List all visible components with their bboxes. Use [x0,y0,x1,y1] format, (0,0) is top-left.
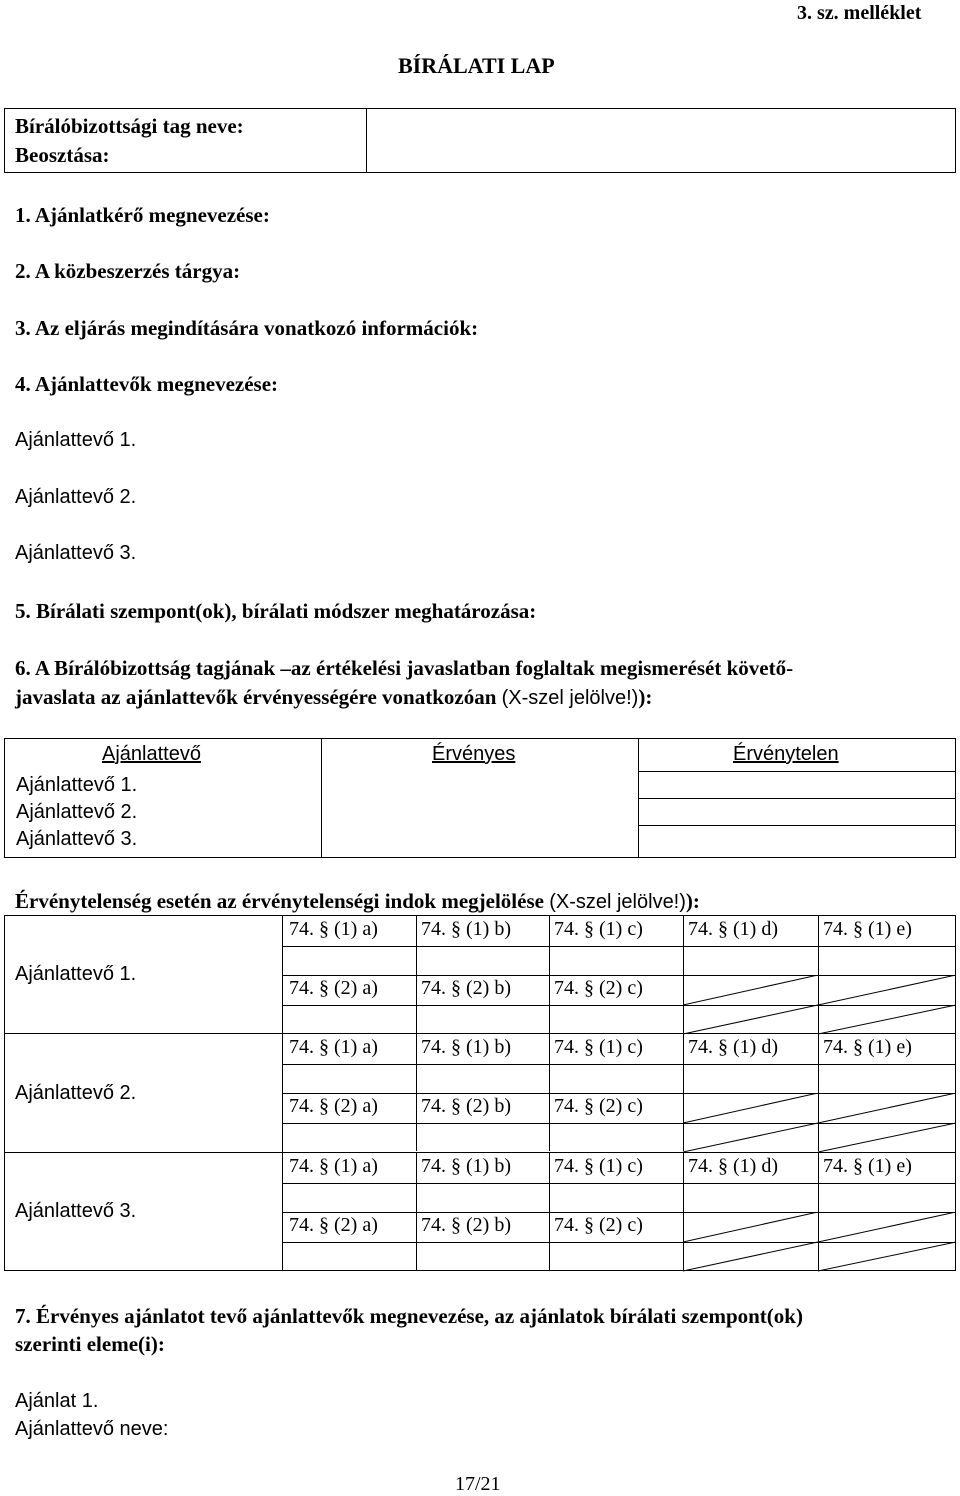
reason-code-1-5: 74. § (1) e) [823,918,912,940]
reason-code-1-3: 74. § (1) c) [554,1036,643,1058]
reason-code-1-4: 74. § (1) d) [688,1155,778,1177]
unused-cell-strike [683,975,818,1035]
invalidity-heading-bold: Érvénytelenség esetén az érvénytelenségi indok megjelölése [15,889,544,913]
reason-code-2-1: 74. § (2) a) [289,1095,378,1117]
reason-code-1-2: 74. § (1) b) [421,918,511,940]
page-title: BÍRÁLATI LAP [398,53,555,78]
reason-code-2-1: 74. § (2) a) [289,1214,378,1236]
section-6-line2 [15,685,652,710]
section-6-line1: 6. A Bírálóbizottság tagjának –az értékelési javaslatban foglaltak megismerését követő- [15,656,794,680]
validity-row-2: Ajánlattevő 2. [16,801,138,823]
mark-box-1-4[interactable] [683,1064,818,1093]
member-position-label: Beosztása: [15,143,110,167]
mark-box-1-5[interactable] [818,1064,956,1093]
reason-code-1-4: 74. § (1) d) [688,918,778,940]
reason-code-1-3: 74. § (1) c) [554,1155,643,1177]
validity-row-divider [638,825,956,826]
section-7-line2: szerinti eleme(i): [15,1332,165,1356]
validity-header-valid: Érvényes [432,743,516,765]
unused-cell-strike [818,1212,956,1272]
section-7-line1: 7. Érvényes ajánlatot tevő ajánlattevők megnevezése, az ajánlatok bírálati szempont(ok) [15,1304,803,1328]
reason-code-2-3: 74. § (2) c) [554,1214,643,1236]
invalidity-bidder-1: Ajánlattevő 1. [15,963,137,985]
validity-row-3: Ajánlattevő 3. [16,828,138,850]
reason-code-1-2: 74. § (1) b) [421,1036,511,1058]
mark-box-1-1[interactable] [284,1064,416,1093]
section-6-end: ): [638,685,653,709]
validity-col-valid[interactable] [321,738,639,858]
unused-cell-strike [683,1212,818,1272]
section-4: 4. Ajánlattevők megnevezése: [15,372,279,396]
mark-box-2-3[interactable] [549,1123,683,1151]
reason-code-2-3: 74. § (2) c) [554,1095,643,1117]
bidder-2: Ajánlattevő 2. [15,486,137,508]
mark-box-1-1[interactable] [284,946,416,975]
mark-box-1-2[interactable] [416,1183,549,1212]
section-1: 1. Ajánlatkérő megnevezése: [15,203,270,227]
reason-code-1-3: 74. § (1) c) [554,918,643,940]
mark-box-1-3[interactable] [549,1183,683,1212]
reason-code-2-2: 74. § (2) b) [421,1214,511,1236]
bidder-3: Ajánlattevő 3. [15,542,137,564]
mark-box-2-1[interactable] [284,1005,416,1033]
mark-box-1-2[interactable] [416,1064,549,1093]
mark-box-2-3[interactable] [549,1242,683,1270]
reason-code-2-3: 74. § (2) c) [554,977,643,999]
invalidity-heading-end: ): [685,889,700,913]
validity-row-1: Ajánlattevő 1. [16,774,138,796]
section-6-mark-note: (X-szel jelölve!) [501,687,639,709]
mark-box-2-2[interactable] [416,1005,549,1033]
reason-code-1-1: 74. § (1) a) [289,918,378,940]
section-2: 2. A közbeszerzés tárgya: [15,259,241,283]
reason-code-1-1: 74. § (1) a) [289,1155,378,1177]
mark-box-2-1[interactable] [284,1242,416,1270]
validity-row-divider [638,771,956,772]
mark-box-1-3[interactable] [549,1064,683,1093]
annex-label: 3. sz. melléklet [797,2,922,24]
member-label-cell [4,108,367,173]
invalidity-bidder-2: Ajánlattevő 2. [15,1082,137,1104]
invalidity-bidder-3: Ajánlattevő 3. [15,1200,137,1222]
offer-label: Ajánlat 1. [15,1390,99,1412]
mark-box-2-2[interactable] [416,1123,549,1151]
member-value-cell[interactable] [366,108,956,173]
mark-box-1-4[interactable] [683,946,818,975]
mark-box-2-1[interactable] [284,1123,416,1151]
mark-box-1-1[interactable] [284,1183,416,1212]
invalidity-heading [15,889,700,914]
mark-box-1-3[interactable] [549,946,683,975]
bidder-name-label: Ajánlattevő neve: [15,1418,169,1440]
section-6-bold: javaslata az ajánlattevők érvényességére vonatkozóan [15,685,497,709]
bidder-1: Ajánlattevő 1. [15,429,137,451]
reason-code-2-2: 74. § (2) b) [421,977,511,999]
reason-code-1-5: 74. § (1) e) [823,1155,912,1177]
unused-cell-strike [818,1093,956,1153]
mark-box-1-5[interactable] [818,1183,956,1212]
reason-code-1-5: 74. § (1) e) [823,1036,912,1058]
mark-box-2-2[interactable] [416,1242,549,1270]
reason-code-1-1: 74. § (1) a) [289,1036,378,1058]
member-name-label: Bírálóbizottsági tag neve: [15,114,244,138]
page-number: 17/21 [455,1473,501,1495]
reason-code-1-4: 74. § (1) d) [688,1036,778,1058]
mark-box-1-4[interactable] [683,1183,818,1212]
validity-header-invalid: Érvénytelen [733,743,839,765]
validity-header-bidder: Ajánlattevő [102,743,201,765]
section-3: 3. Az eljárás megindítására vonatkozó információk: [15,316,479,340]
unused-cell-strike [683,1093,818,1153]
mark-box-1-5[interactable] [818,946,956,975]
reason-code-1-2: 74. § (1) b) [421,1155,511,1177]
reason-code-2-1: 74. § (2) a) [289,977,378,999]
section-5: 5. Bírálati szempont(ok), bírálati módszer meghatározása: [15,599,537,623]
invalidity-mark-note: (X-szel jelölve!) [549,891,686,913]
validity-col-bidder [4,738,322,858]
reason-code-2-2: 74. § (2) b) [421,1095,511,1117]
validity-row-divider [638,798,956,799]
mark-box-1-2[interactable] [416,946,549,975]
unused-cell-strike [818,975,956,1035]
mark-box-2-3[interactable] [549,1005,683,1033]
